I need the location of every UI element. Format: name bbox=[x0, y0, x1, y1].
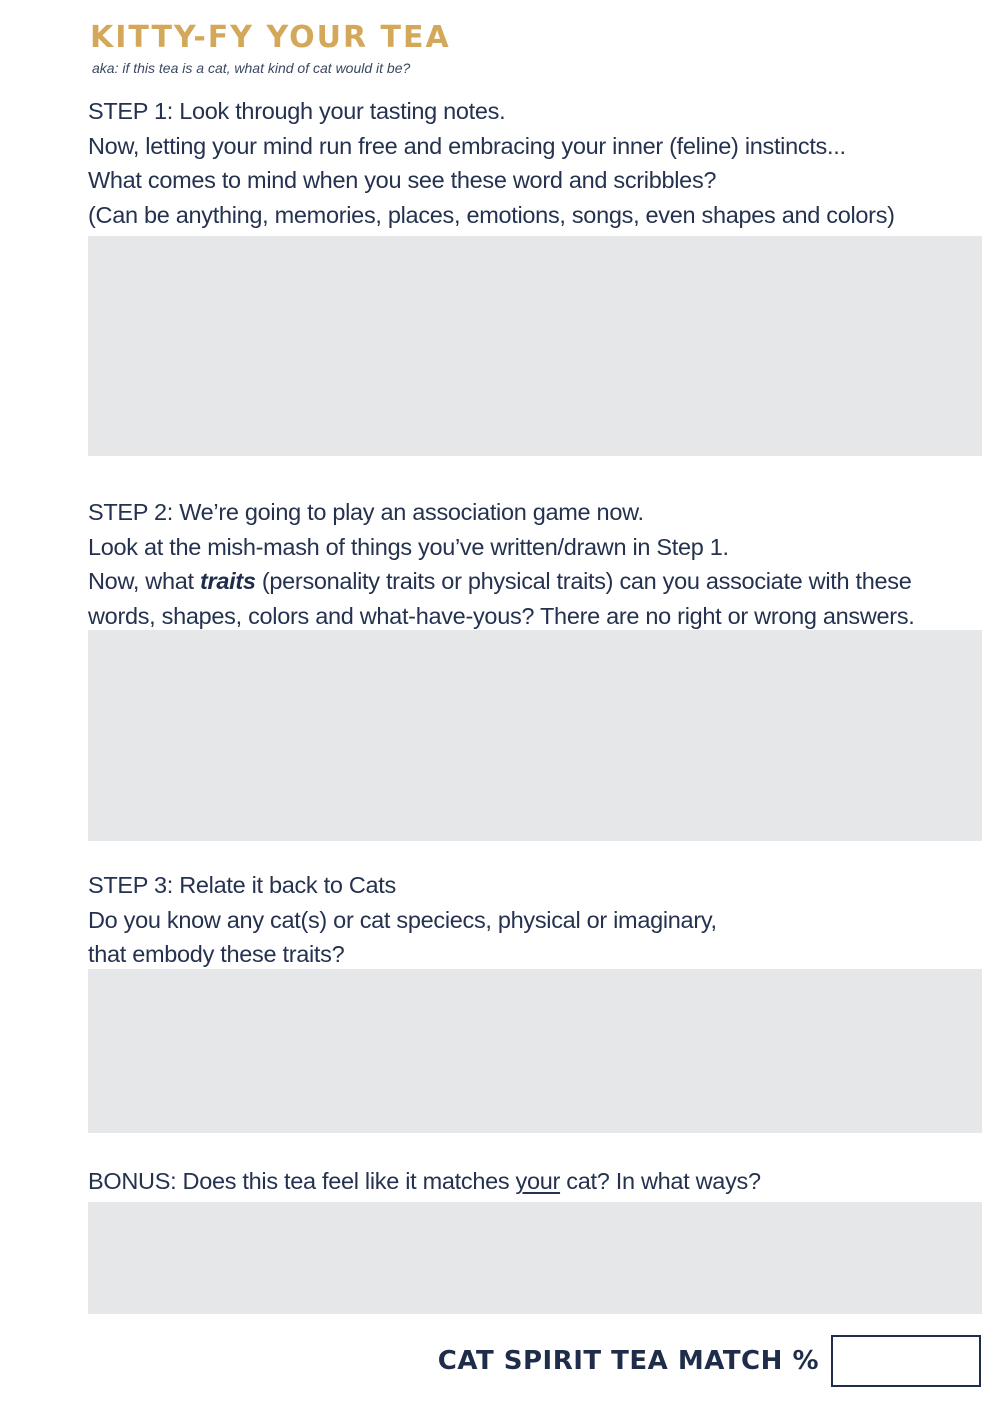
your-underlined: your bbox=[515, 1168, 561, 1194]
step2-line-4: words, shapes, colors and what-have-yous? There are no right or wrong answers. bbox=[88, 603, 915, 630]
step1-line-2: Now, letting your mind run free and embracing your inner (feline) instincts... bbox=[88, 132, 846, 159]
bonus-answer-area[interactable] bbox=[88, 1202, 982, 1314]
step2-line-3 bbox=[88, 564, 915, 599]
page-subtitle: aka: if this tea is a cat, what kind of cat would it be? bbox=[92, 60, 411, 76]
step2-line-3-start: Now, what bbox=[88, 568, 200, 595]
step3-line-2: Do you know any cat(s) or cat speciecs, physical or imaginary, bbox=[88, 906, 717, 933]
step1-line-3: What comes to mind when you see these word and scribbles? bbox=[88, 167, 717, 194]
match-percent-box[interactable] bbox=[831, 1335, 981, 1387]
step2-line-1: STEP 2: We’re going to play an association game now. bbox=[88, 499, 644, 525]
step3-instructions bbox=[88, 868, 717, 972]
step1-instructions bbox=[88, 94, 895, 233]
match-percent-label: CAT SPIRIT TEA MATCH % bbox=[437, 1346, 819, 1376]
step3-answer-area[interactable] bbox=[88, 969, 982, 1133]
bonus-instructions bbox=[88, 1164, 761, 1199]
step2-answer-area[interactable] bbox=[88, 630, 982, 841]
step2-instructions bbox=[88, 495, 915, 634]
step3-line-1: STEP 3: Relate it back to Cats bbox=[88, 872, 396, 898]
step1-answer-area[interactable] bbox=[88, 236, 982, 456]
bonus-line-start: BONUS: Does this tea feel like it matches bbox=[88, 1168, 516, 1194]
step2-line-2: Look at the mish-mash of things you’ve written/drawn in Step 1. bbox=[88, 533, 729, 560]
step2-line-3-end: (personality traits or physical traits) can you associate with these bbox=[255, 568, 912, 595]
bonus-line bbox=[88, 1164, 761, 1199]
step1-line-4: (Can be anything, memories, places, emotions, songs, even shapes and colors) bbox=[88, 202, 895, 229]
traits-emphasis: traits bbox=[199, 568, 256, 595]
step3-line-3: that embody these traits? bbox=[88, 941, 345, 968]
page-title: KITTY-FY YOUR TEA bbox=[90, 20, 451, 55]
step1-line-1: STEP 1: Look through your tasting notes. bbox=[88, 98, 506, 124]
bonus-line-end: cat? In what ways? bbox=[560, 1168, 761, 1194]
